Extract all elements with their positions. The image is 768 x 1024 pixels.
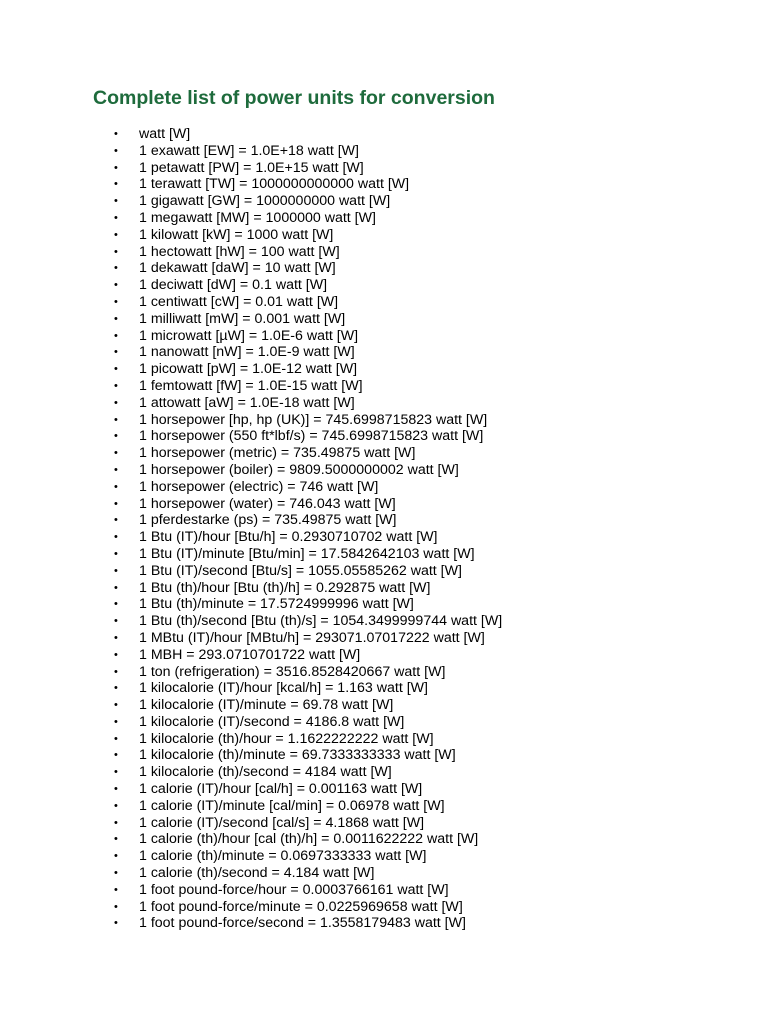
bullet-icon: • [114,228,118,241]
unit-conversion-text: 1 calorie (th)/second = 4.184 watt [W] [139,865,375,882]
unit-conversion-text: 1 Btu (th)/minute = 17.5724999996 watt [W] [139,596,414,613]
bullet-icon: • [114,665,118,678]
unit-conversion-text: 1 microwatt [µW] = 1.0E-6 watt [W] [139,327,359,344]
unit-conversion-text: 1 calorie (th)/hour [cal (th)/h] = 0.0011622222 watt [W] [139,831,479,848]
unit-conversion-text: 1 kilocalorie (IT)/minute = 69.78 watt [W] [139,697,394,714]
bullet-icon: • [114,715,118,728]
unit-conversion-text: 1 kilocalorie (th)/second = 4184 watt [W] [139,764,392,781]
unit-conversion-text: 1 petawatt [PW] = 1.0E+15 watt [W] [139,159,364,176]
unit-conversion-text: 1 kilocalorie (th)/hour = 1.1622222222 watt [W] [139,730,434,747]
unit-conversion-text: 1 exawatt [EW] = 1.0E+18 watt [W] [139,142,360,159]
unit-conversion-text: 1 hectowatt [hW] = 100 watt [W] [139,243,340,260]
bullet-icon: • [114,279,118,292]
bullet-icon: • [114,850,118,863]
bullet-icon: • [114,447,118,460]
bullet-icon: • [114,497,118,510]
unit-conversion-text: 1 Btu (th)/hour [Btu (th)/h] = 0.292875 watt [W] [139,579,431,596]
bullet-icon: • [114,178,118,191]
bullet-icon: • [114,195,118,208]
bullet-icon: • [114,161,118,174]
unit-conversion-text: 1 Btu (IT)/minute [Btu/min] = 17.5842642103 watt [W] [139,545,475,562]
unit-conversion-text: 1 attowatt [aW] = 1.0E-18 watt [W] [139,394,355,411]
unit-conversion-text: watt [W] [139,126,191,142]
bullet-icon: • [114,816,118,829]
unit-conversion-text: 1 kilocalorie (IT)/second = 4186.8 watt [W] [139,713,405,730]
unit-conversion-text: 1 horsepower (electric) = 746 watt [W] [139,478,379,495]
unit-conversion-text: 1 deciwatt [dW] = 0.1 watt [W] [139,277,328,294]
bullet-icon: • [114,463,118,476]
bullet-icon: • [114,346,118,359]
bullet-icon: • [114,312,118,325]
unit-conversion-text: 1 megawatt [MW] = 1000000 watt [W] [139,209,376,226]
bullet-icon: • [114,799,118,812]
bullet-icon: • [114,531,118,544]
unit-conversion-text: 1 horsepower [hp, hp (UK)] = 745.6998715823 watt [W] [139,411,488,428]
unit-conversion-text: 1 gigawatt [GW] = 1000000000 watt [W] [139,193,391,210]
unit-conversion-text: 1 kilocalorie (th)/minute = 69.7333333333 watt [W] [139,747,456,764]
bullet-icon: • [114,615,118,628]
bullet-icon: • [114,883,118,896]
unit-conversion-text: 1 ton (refrigeration) = 3516.8528420667 watt [W] [139,663,446,680]
unit-conversion-text: 1 calorie (IT)/minute [cal/min] = 0.06978 watt [W] [139,797,445,814]
unit-conversion-text: 1 foot pound-force/hour = 0.0003766161 watt [W] [139,881,449,898]
bullet-icon: • [114,581,118,594]
bullet-icon: • [114,329,118,342]
bullet-icon: • [114,413,118,426]
bullet-icon: • [114,128,118,140]
bullet-icon: • [114,783,118,796]
bullet-icon: • [114,833,118,846]
unit-conversion-text: 1 horsepower (boiler) = 9809.5000000002 watt [W] [139,461,459,478]
unit-conversion-text: 1 femtowatt [fW] = 1.0E-15 watt [W] [139,377,363,394]
unit-conversion-text: 1 calorie (IT)/hour [cal/h] = 0.001163 watt [W] [139,781,423,798]
bullet-icon: • [114,295,118,308]
unit-conversion-text: 1 pferdestarke (ps) = 735.49875 watt [W] [139,512,397,529]
unit-conversion-text: 1 foot pound-force/second = 1.3558179483 watt [W] [139,915,466,932]
bullet-icon: • [114,648,118,661]
unit-conversion-text: 1 milliwatt [mW] = 0.001 watt [W] [139,310,346,327]
bullet-icon: • [114,749,118,762]
unit-conversion-text: 1 dekawatt [daW] = 10 watt [W] [139,260,336,277]
unit-conversion-text: 1 MBH = 293.0710701722 watt [W] [139,646,361,663]
unit-conversion-text: 1 horsepower (metric) = 735.49875 watt [W] [139,445,416,462]
page-title: Complete list of power units for conversion [93,87,495,109]
unit-conversion-text: 1 Btu (th)/second [Btu (th)/s] = 1054.3499999744 watt [W] [139,613,503,630]
unit-conversion-text: 1 Btu (IT)/second [Btu/s] = 1055.05585262 watt [W] [139,562,462,579]
bullet-icon: • [114,682,118,695]
bullet-icon: • [114,564,118,577]
bullet-icon: • [114,547,118,560]
unit-conversion-text: 1 MBtu (IT)/hour [MBtu/h] = 293071.07017222 watt [W] [139,629,485,646]
bullet-icon: • [114,480,118,493]
bullet-icon: • [114,262,118,275]
bullet-icon: • [114,631,118,644]
bullet-icon: • [114,766,118,779]
unit-conversion-text: 1 calorie (IT)/second [cal/s] = 4.1868 watt [W] [139,814,425,831]
unit-conversion-text: 1 kilocalorie (IT)/hour [kcal/h] = 1.163 watt [W] [139,680,428,697]
unit-conversion-text: 1 nanowatt [nW] = 1.0E-9 watt [W] [139,344,355,361]
bullet-icon: • [114,514,118,527]
bullet-icon: • [114,598,118,611]
bullet-icon: • [114,363,118,376]
unit-conversion-text: 1 horsepower (water) = 746.043 watt [W] [139,495,396,512]
bullet-icon: • [114,732,118,745]
unit-conversion-text: 1 kilowatt [kW] = 1000 watt [W] [139,226,334,243]
bullet-icon: • [114,917,118,930]
bullet-icon: • [114,396,118,409]
bullet-icon: • [114,867,118,880]
unit-conversion-text: 1 horsepower (550 ft*lbf/s) = 745.6998715823 watt [W] [139,428,484,445]
unit-conversion-text: 1 Btu (IT)/hour [Btu/h] = 0.2930710702 watt [W] [139,529,438,546]
unit-conversion-text: 1 calorie (th)/minute = 0.0697333333 watt [W] [139,848,427,865]
bullet-icon: • [114,245,118,258]
unit-conversion-text: 1 picowatt [pW] = 1.0E-12 watt [W] [139,361,358,378]
bullet-icon: • [114,430,118,443]
unit-conversion-text: 1 centiwatt [cW] = 0.01 watt [W] [139,293,339,310]
unit-conversion-text: 1 terawatt [TW] = 1000000000000 watt [W] [139,176,410,193]
unit-conversion-text: 1 foot pound-force/minute = 0.0225969658 watt [W] [139,898,463,915]
bullet-icon: • [114,144,118,157]
bullet-icon: • [114,379,118,392]
bullet-icon: • [114,699,118,712]
bullet-icon: • [114,211,118,224]
bullet-icon: • [114,900,118,913]
